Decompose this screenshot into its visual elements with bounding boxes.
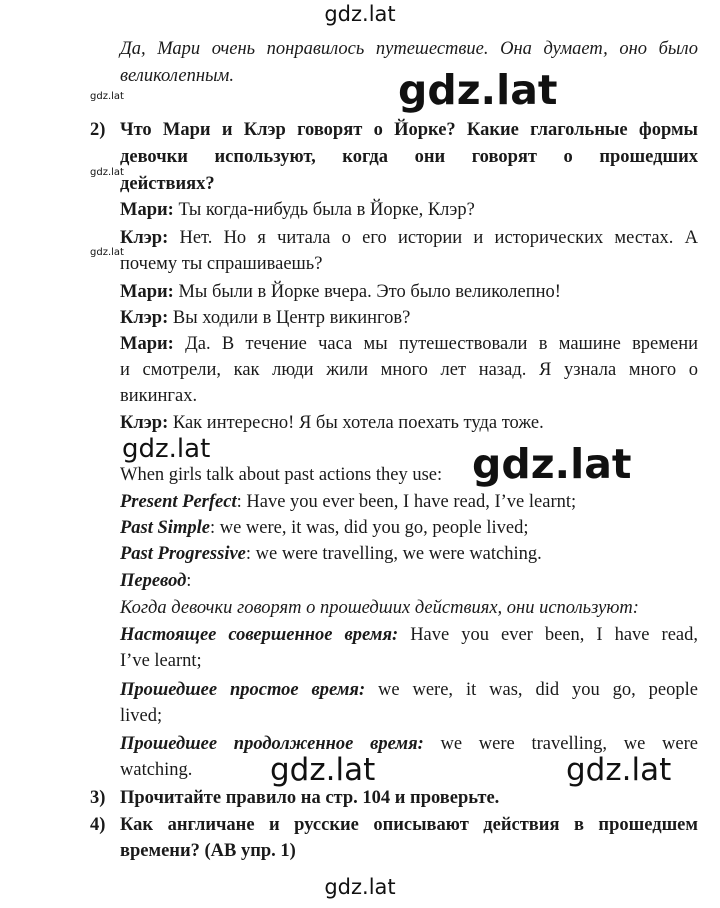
form-examples: we were travelling, we were	[423, 734, 698, 754]
form-line	[120, 516, 528, 540]
question-text: Прочитайте правило на стр. 104 и проверьте.	[120, 788, 500, 808]
dialogue-line	[120, 198, 475, 222]
form-examples: : we were travelling, we were watching.	[245, 544, 542, 564]
watermark-large: gdz.lat	[398, 66, 558, 114]
form-examples: we were, it was, did you go, people	[365, 680, 698, 700]
dialogue-line	[120, 280, 561, 304]
dialogue-text: Да. В течение часа мы путешествовали в машине времени	[185, 334, 698, 354]
question-number: 2)	[90, 120, 106, 140]
intro-line: великолепным.	[120, 66, 234, 86]
form-examples: Have you ever been, I have read,	[398, 625, 698, 645]
form-line	[120, 490, 576, 514]
dialogue-line	[120, 226, 698, 250]
dialogue-text: Мы были в Йорке вчера. Это было великолепно!	[178, 282, 561, 302]
translation-form	[120, 732, 698, 756]
watermark-small: gdz.lat	[90, 167, 124, 178]
question-text: времени? (АВ упр. 1)	[120, 841, 296, 861]
watermark-bottom: gdz.lat	[324, 875, 396, 899]
speaker: Клэр:	[120, 308, 169, 328]
dialogue-text: Ты когда-нибудь была в Йорке, Клэр?	[178, 200, 475, 220]
dialogue-line: почему ты спрашиваешь?	[120, 254, 323, 274]
dialogue-line	[120, 306, 410, 330]
translation-form: I’ve learnt;	[120, 651, 202, 671]
translation-form: watching.	[120, 760, 193, 780]
watermark-small: gdz.lat	[90, 91, 124, 102]
form-name: Прошедшее простое время:	[120, 680, 366, 700]
dialogue-text: Нет. Но я читала о его истории и исторических местах. А	[179, 228, 699, 248]
speaker: Мари:	[120, 200, 174, 220]
form-name: Прошедшее продолженное время:	[120, 734, 424, 754]
form-examples: : Have you ever been, I have read, I’ve learnt;	[236, 492, 577, 512]
question-text: действиях?	[120, 174, 215, 194]
dialogue-line: викингах.	[120, 386, 198, 406]
translation-heading: Перевод:	[120, 571, 192, 591]
speaker: Мари:	[120, 334, 174, 354]
watermark-large: gdz.lat	[472, 440, 632, 488]
question-number: 3)	[90, 788, 106, 808]
watermark-small: gdz.lat	[90, 247, 124, 258]
dialogue-line	[120, 411, 544, 435]
dialogue-text: Как интересно! Я бы хотела поехать туда тоже.	[172, 413, 544, 433]
form-examples: : we were, it was, did you go, people lived;	[209, 518, 529, 538]
answer-intro: When girls talk about past actions they use:	[120, 465, 443, 485]
question-text: девочки используют, когда они говорят о прошедших	[120, 147, 698, 167]
speaker: Клэр:	[120, 228, 169, 248]
form-name: Настоящее совершенное время:	[120, 625, 399, 645]
watermark-top: gdz.lat	[324, 2, 396, 26]
translation-intro: Когда девочки говорят о прошедших действиях, они используют:	[120, 598, 639, 618]
speaker: Клэр:	[120, 413, 169, 433]
form-name: Past Simple	[120, 518, 210, 538]
form-name: Past Progressive	[120, 544, 246, 564]
question-number: 4)	[90, 815, 106, 835]
form-name: Present Perfect	[120, 492, 237, 512]
intro-line: Да, Мари очень понравилось путешествие. Она думает, оно было	[120, 39, 698, 59]
translation-form	[120, 623, 698, 647]
dialogue-text: Вы ходили в Центр викингов?	[172, 308, 411, 328]
watermark-mid: gdz.lat	[122, 434, 211, 464]
dialogue-line	[120, 332, 698, 356]
form-line	[120, 542, 542, 566]
question-text: Как англичане и русские описывают действия в прошедшем	[120, 815, 698, 835]
translation-form	[120, 678, 698, 702]
dialogue-line: и смотрели, как люди жили много лет назад. Я узнала много о	[120, 360, 698, 380]
speaker: Мари:	[120, 282, 174, 302]
watermark-mid: gdz.lat	[270, 752, 376, 788]
watermark-mid: gdz.lat	[566, 752, 672, 788]
translation-form: lived;	[120, 706, 163, 726]
question-text: Что Мари и Клэр говорят о Йорке? Какие глагольные формы	[120, 120, 698, 140]
